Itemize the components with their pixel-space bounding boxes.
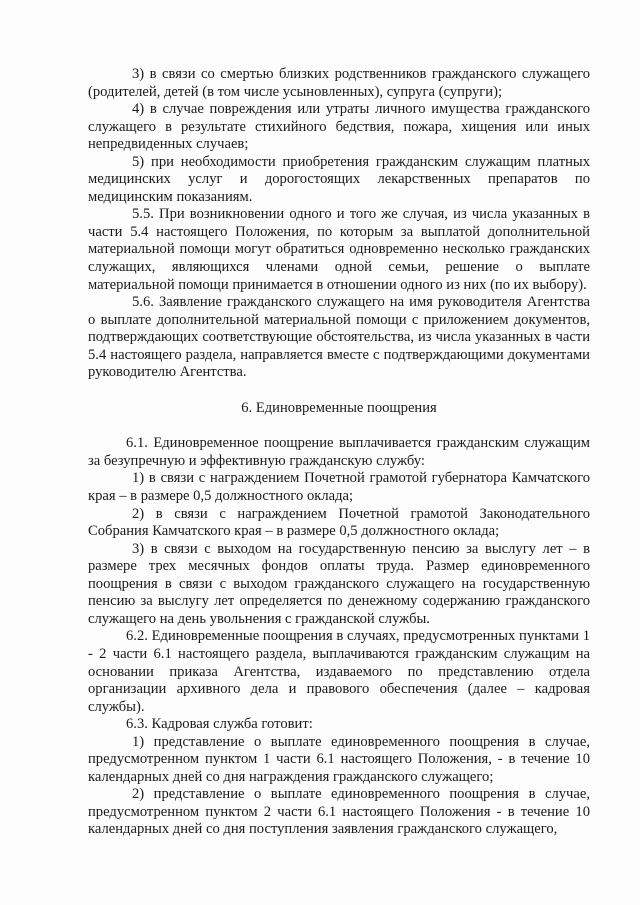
paragraph-item-5: 5) при необходимости приобретения гражданским служащим платных медицинских услуг и дорогостоящих лекарственных препаратов по медицинским показаниям. xyxy=(88,153,590,205)
paragraph-6-3-item-1: 1) представление о выплате единовременного поощрения в случае, предусмотренном пунктом 1 части 6.1 настоящего Положения, - в течение 10 календарных дней со дня награждения гражданского служащего; xyxy=(88,733,590,785)
section-heading: 6. Единовременные поощрения xyxy=(241,399,437,416)
document-body xyxy=(88,66,590,839)
paragraph-6-1: 6.1. Единовременное поощрение выплачивается гражданским служащим за безупречную и эффективную гражданскую службу: xyxy=(88,435,590,469)
paragraph-6-3-item-2: 2) представление о выплате единовременного поощрения в случае, предусмотренном пунктом 2 части 6.1 настоящего Положения - в течение 10 календарных дней со дня поступления заявления гражданского служащего, xyxy=(88,786,590,838)
paragraph-5-6: 5.6. Заявление гражданского служащего на имя руководителя Агентства о выплате дополнительной материальной помощи с приложением документов, подтверждающих соответствующие обстоятельства, из числа указанных в части 5.4 настоящего раздела, направляется вместе с подтверждающими документами руководителю Агентства. xyxy=(88,294,590,381)
paragraph-6-1-item-2: 2) в связи с награждением Почетной грамотой Законодательного Собрания Камчатского края – в размере 0,5 должностного оклада; xyxy=(88,505,590,540)
paragraph-6-3: 6.3. Кадровая служба готовит: xyxy=(126,716,313,733)
paragraph-5-5: 5.5. При возникновении одного и того же случая, из числа указанных в части 5.4 настоящего Положения, по которым за выплатой дополнительной материальной помощи могут обратиться одновременно несколько гражданских служащих, являющихся членами одной семьи, решение о выплате материальной помощи принимается в отношении одного из них (по их выбору). xyxy=(88,206,590,293)
paragraph-6-1-item-1: 1) в связи с награждением Почетной грамотой губернатора Камчатского края – в размере 0,5 должностного оклада; xyxy=(88,470,590,505)
paragraph-6-2: 6.2. Единовременные поощрения в случаях, предусмотренных пунктами 1 - 2 части 6.1 настоящего раздела, выплачиваются гражданским служащим на основании приказа Агентства, издаваемого по представлению отдела организации архивного дела и правового обеспечения (далее – кадровая службы). xyxy=(88,628,590,715)
paragraph-6-1-item-3: 3) в связи с выходом на государственную пенсию за выслугу лет – в размере трех месячных фондов оплаты труда. Размер единовременного поощрения в связи с выходом гражданского служащего на государственную пенсию за выслугу лет определяется по денежному содержанию гражданского служащего на день увольнения с гражданской службы. xyxy=(88,540,590,627)
paragraph-item-3: 3) в связи со смертью близких родственников гражданского служащего (родителей, детей (в том числе усыновленных), супруга (супруги); xyxy=(88,66,590,100)
paragraph-item-4: 4) в случае повреждения или утраты личного имущества гражданского служащего в результате стихийного бедствия, пожара, хищения или иных непредвиденных случаев; xyxy=(88,101,590,153)
